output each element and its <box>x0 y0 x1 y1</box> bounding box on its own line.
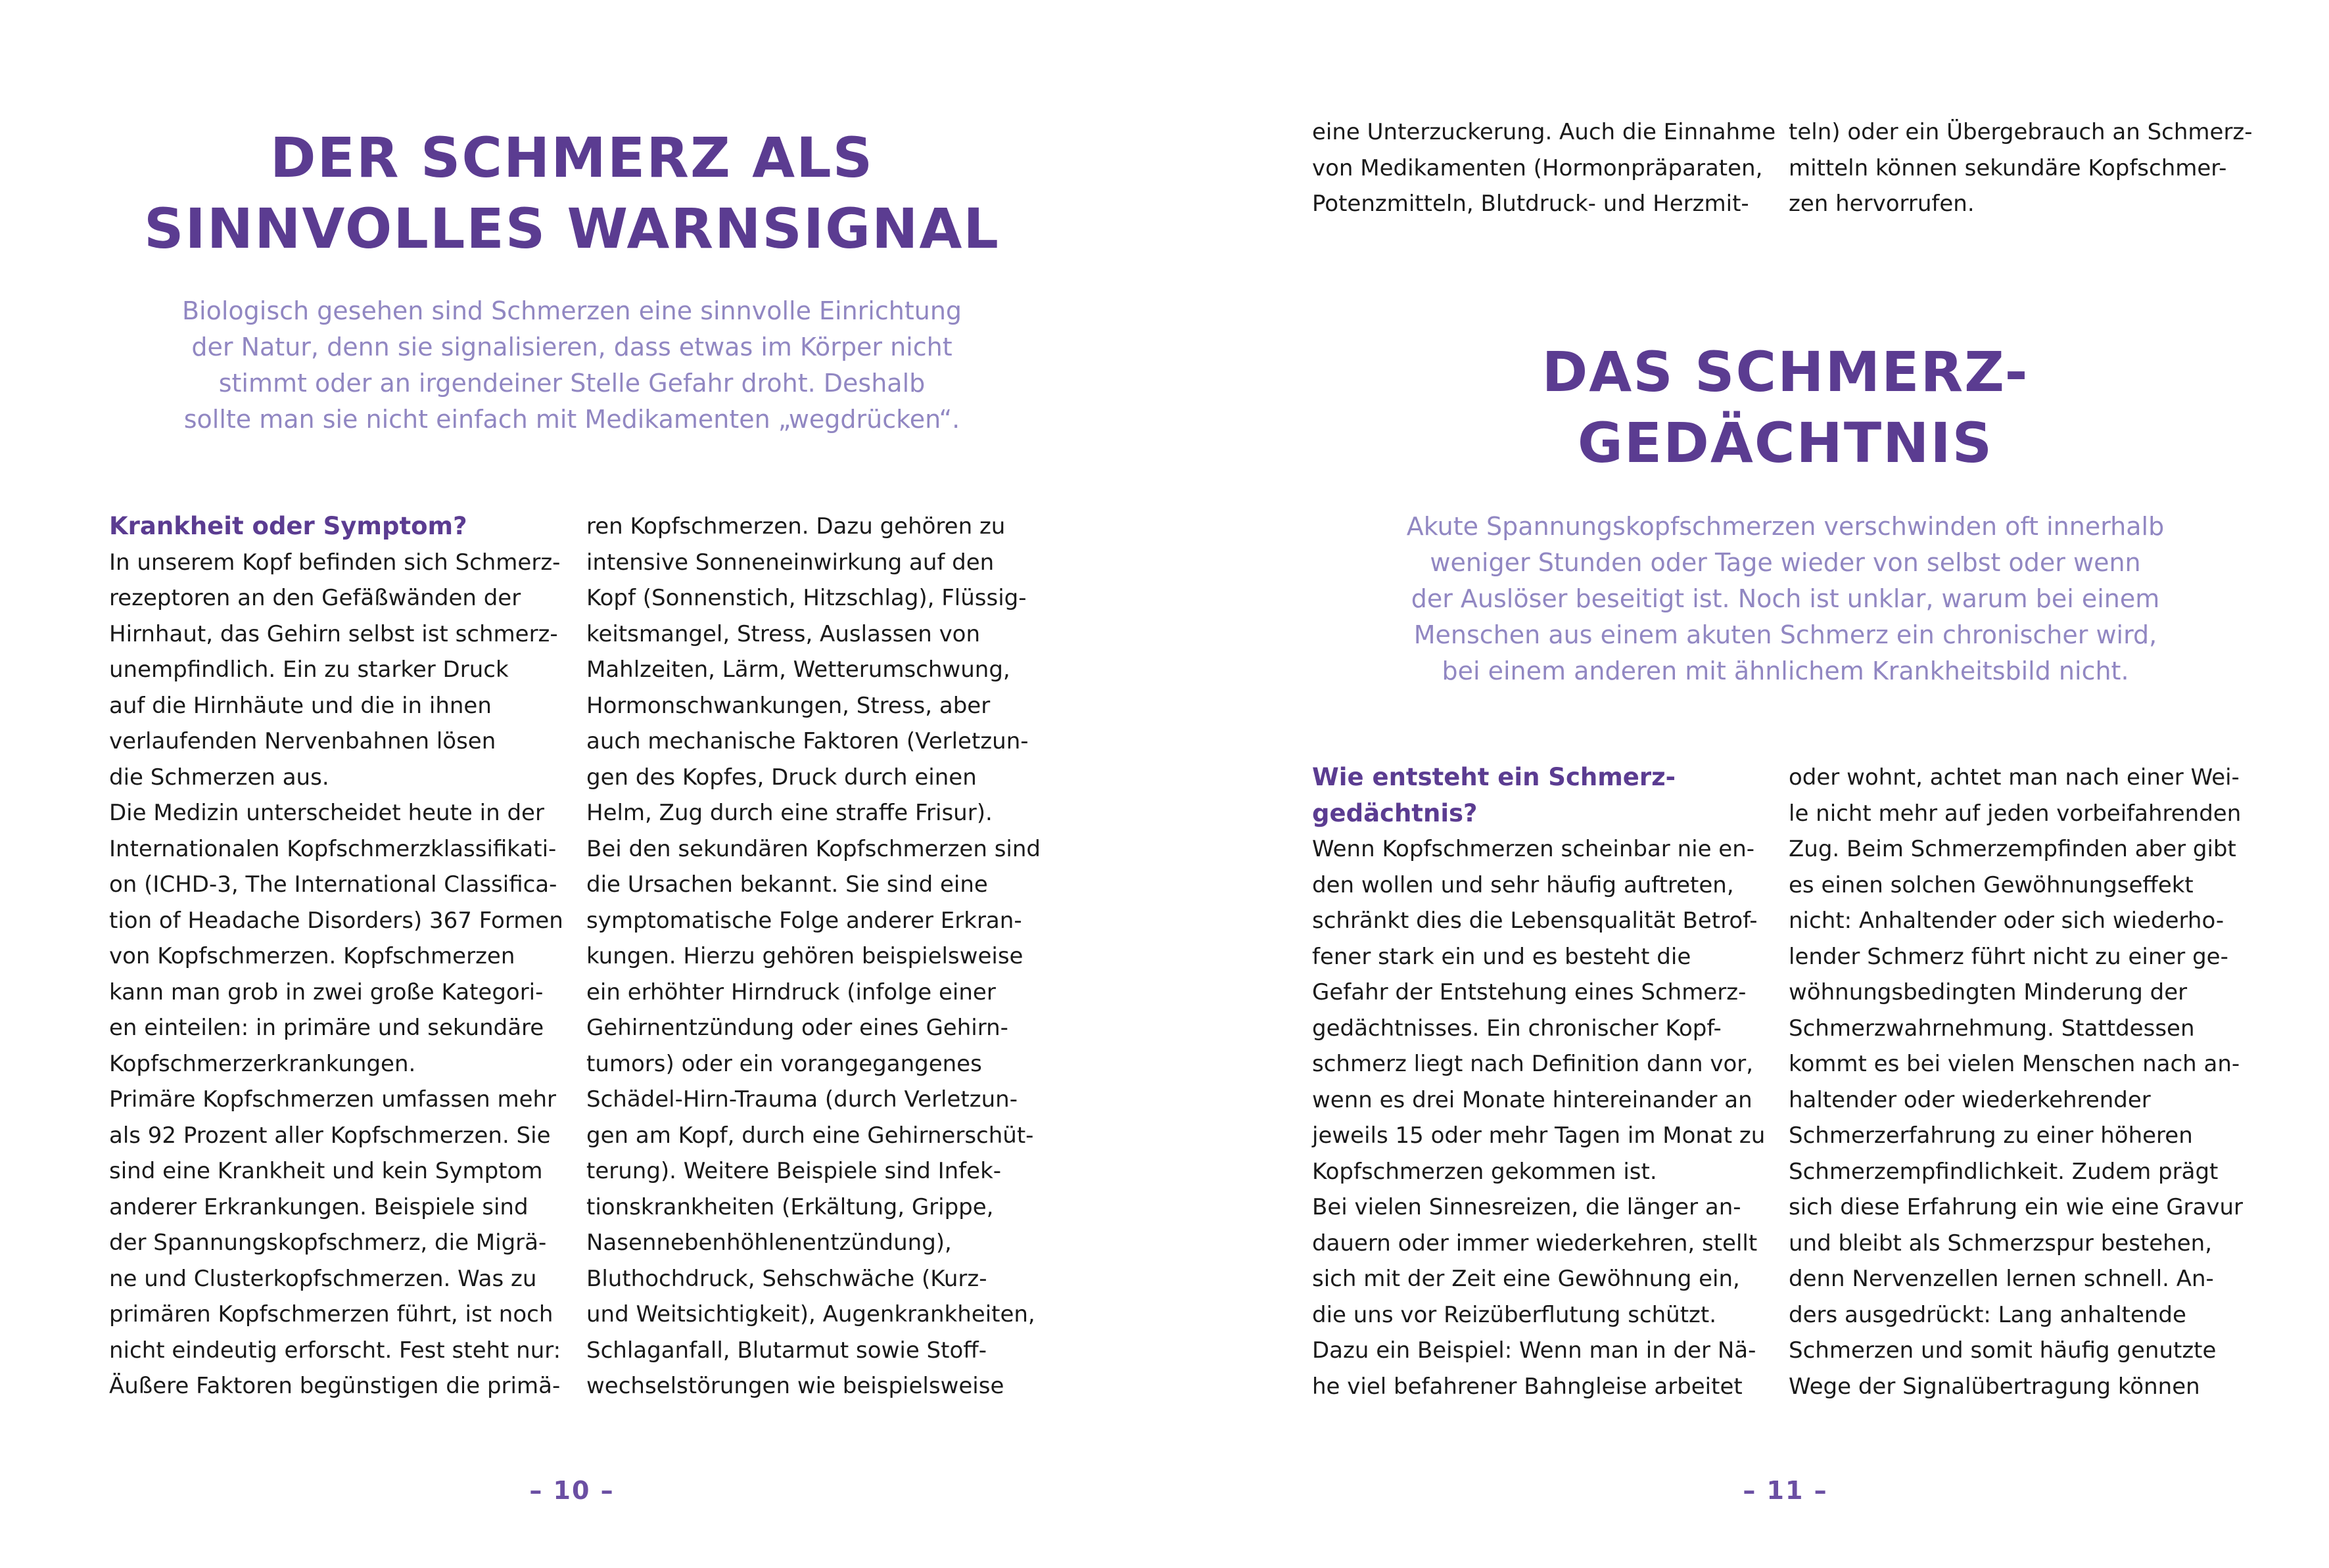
left-page <box>0 0 1164 1568</box>
body-column-1 <box>109 509 563 1404</box>
text-line: Schmerzempfindlichkeit. Zudem prägt <box>1789 1158 2219 1185</box>
text-line: die Ursachen bekannt. Sie sind eine <box>586 871 988 898</box>
page-number: – 10 – <box>529 1476 615 1505</box>
text-line: unempfindlich. Ein zu starker Druck <box>109 657 509 683</box>
text-line: denn Nervenzellen lernen schnell. An- <box>1789 1266 2214 1292</box>
text-line: Bei vielen Sinnesreizen, die länger an- <box>1312 1194 1741 1220</box>
text-line: den wollen und sehr häufig auftreten, <box>1312 871 1734 898</box>
intro-line: Biologisch gesehen sind Schmerzen eine sinnvolle Einrichtung <box>181 296 962 325</box>
text-line: tion of Headache Disorders) 367 Formen <box>109 907 563 934</box>
text-line: sich diese Erfahrung ein wie eine Gravur <box>1789 1194 2244 1220</box>
text-line: eine Unterzuckerung. Auch die Einnahme <box>1312 119 1776 145</box>
text-line: auch mechanische Faktoren (Verletzun- <box>586 728 1029 754</box>
text-line: intensive Sonneneinwirkung auf den <box>586 549 995 576</box>
text-line: Primäre Kopfschmerzen umfassen mehr <box>109 1086 557 1113</box>
text-line: gen am Kopf, durch eine Gehirnerschüt- <box>586 1122 1034 1149</box>
body-text <box>109 545 563 1404</box>
intro-line: weniger Stunden oder Tage wieder von selbst oder wenn <box>1430 548 2141 577</box>
body-text <box>1312 831 1772 1404</box>
top-column-1 <box>1312 114 1776 222</box>
text-line: tumors) oder ein vorangegangenes <box>586 1050 982 1077</box>
text-line: und Weitsichtigkeit), Augenkrankheiten, <box>586 1301 1035 1327</box>
text-line: sind eine Krankheit und kein Symptom <box>109 1158 543 1184</box>
text-line: Schmerzerfahrung zu einer höheren <box>1789 1122 2193 1149</box>
text-line: nicht: Anhaltender oder sich wiederho- <box>1789 908 2224 934</box>
text-line: ein erhöhter Hirndruck (infolge einer <box>586 979 996 1005</box>
text-line: schmerz liegt nach Definition dann vor, <box>1312 1051 1754 1077</box>
title-line: GEDÄCHTNIS <box>1577 411 1994 475</box>
intro-paragraph <box>1296 509 2275 689</box>
text-line: die uns vor Reizüberflutung schützt. <box>1312 1301 1717 1328</box>
intro-paragraph <box>105 293 1039 438</box>
text-line: teln) oder ein Übergebrauch an Schmerz- <box>1789 119 2253 145</box>
page-title <box>105 122 1039 264</box>
text-line: zen hervorrufen. <box>1789 191 1975 217</box>
page-number: – 11 – <box>1743 1476 1828 1505</box>
title-line: DER SCHMERZ ALS <box>270 126 874 190</box>
text-line: terung). Weitere Beispiele sind Infek- <box>586 1158 1002 1184</box>
text-line: der Spannungskopfschmerz, die Migrä- <box>109 1230 547 1256</box>
title-line: SINNVOLLES WARNSIGNAL <box>144 196 1000 261</box>
text-line: auf die Hirnhäute und die in ihnen <box>109 692 492 719</box>
intro-line: sollte man sie nicht einfach mit Medikamenten „wegdrücken“. <box>183 405 960 434</box>
text-line: symptomatische Folge anderer Erkran- <box>586 907 1022 934</box>
intro-line: der Auslöser beseitigt ist. Noch ist unklar, warum bei einem <box>1411 584 2160 613</box>
text-line: Kopfschmerzen gekommen ist. <box>1312 1158 1657 1185</box>
text-line: keitsmangel, Stress, Auslassen von <box>586 620 981 647</box>
text-line: gedächtnisses. Ein chronischer Kopf- <box>1312 1015 1722 1042</box>
intro-line: Akute Spannungskopfschmerzen verschwinden oft innerhalb <box>1406 512 2165 541</box>
text-line: sich mit der Zeit eine Gewöhnung ein, <box>1312 1266 1740 1292</box>
text-line: Schädel-Hirn-Trauma (durch Verletzun- <box>586 1086 1018 1113</box>
heading-line: gedächtnis? <box>1312 798 1478 827</box>
text-line: Die Medizin unterscheidet heute in der <box>109 800 544 826</box>
text-line: en einteilen: in primäre und sekundäre <box>109 1015 544 1041</box>
text-line: kann man grob in zwei große Kategori- <box>109 979 544 1005</box>
title-line: DAS SCHMERZ- <box>1541 340 2029 404</box>
text-line: Internationalen Kopfschmerzklassifikati- <box>109 835 557 862</box>
text-line: und bleibt als Schmerzspur bestehen, <box>1789 1230 2213 1257</box>
text-line: Schmerzwahrnehmung. Stattdessen <box>1789 1015 2195 1042</box>
section-heading <box>1312 760 1772 831</box>
text-line: Wege der Signalübertragung können <box>1789 1373 2200 1400</box>
text-line: die Schmerzen aus. <box>109 764 329 791</box>
body-column-2 <box>1789 760 2262 1404</box>
body-column-2 <box>586 509 1060 1404</box>
text-line: ne und Clusterkopfschmerzen. Was zu <box>109 1265 537 1292</box>
intro-line: stimmt oder an irgendeiner Stelle Gefahr droht. Deshalb <box>218 369 926 398</box>
text-line: Bluthochdruck, Sehschwäche (Kurz- <box>586 1265 987 1292</box>
text-line: ders ausgedrückt: Lang anhaltende <box>1789 1301 2186 1328</box>
text-line: he viel befahrener Bahngleise arbeitet <box>1312 1373 1743 1400</box>
text-line: Nasennebenhöhlenentzündung), <box>586 1230 952 1256</box>
text-line: jeweils 15 oder mehr Tagen im Monat zu <box>1312 1122 1766 1149</box>
text-line: Mahlzeiten, Lärm, Wetterumschwung, <box>586 657 1010 683</box>
text-line: wöhnungsbedingten Minderung der <box>1789 979 2188 1005</box>
text-line: von Kopfschmerzen. Kopfschmerzen <box>109 943 515 969</box>
text-line: Hormonschwankungen, Stress, aber <box>586 692 991 719</box>
text-line: kungen. Hierzu gehören beispielsweise <box>586 943 1023 969</box>
text-line: Hirnhaut, das Gehirn selbst ist schmerz- <box>109 620 558 647</box>
section-title <box>1296 336 2275 478</box>
text-line: ren Kopfschmerzen. Dazu gehören zu <box>586 513 1006 540</box>
text-line: mitteln können sekundäre Kopfschmer- <box>1789 154 2227 181</box>
text-line: Kopfschmerzerkrankungen. <box>109 1050 416 1077</box>
text-line: wechselstörungen wie beispielsweise <box>586 1373 1004 1399</box>
section-heading <box>109 509 563 545</box>
text-line: Dazu ein Beispiel: Wenn man in der Nä- <box>1312 1337 1756 1364</box>
right-page <box>1164 0 2329 1568</box>
text-line: Schlaganfall, Blutarmut sowie Stoff- <box>586 1337 987 1364</box>
text-line: oder wohnt, achtet man nach einer Wei- <box>1789 764 2240 791</box>
text-line: gen des Kopfes, Druck durch einen <box>586 764 977 791</box>
text-line: von Medikamenten (Hormonpräparaten, <box>1312 154 1763 181</box>
text-line: le nicht mehr auf jeden vorbeifahrenden <box>1789 800 2242 827</box>
text-line: fener stark ein und es besteht die <box>1312 943 1691 970</box>
text-line: es einen solchen Gewöhnungseffekt <box>1789 871 2194 898</box>
text-line: Gefahr der Entstehung eines Schmerz- <box>1312 979 1747 1005</box>
text-line: Helm, Zug durch eine straffe Frisur). <box>586 800 993 826</box>
text-line: wenn es drei Monate hintereinander an <box>1312 1086 1753 1113</box>
text-line: als 92 Prozent aller Kopfschmerzen. Sie <box>109 1122 551 1149</box>
text-line: primären Kopfschmerzen führt, ist noch <box>109 1301 553 1327</box>
text-line: schränkt dies die Lebensqualität Betrof- <box>1312 908 1758 934</box>
text-line: Gehirnentzündung oder eines Gehirn- <box>586 1015 1008 1041</box>
text-line: kommt es bei vielen Menschen nach an- <box>1789 1051 2240 1077</box>
text-line: tionskrankheiten (Erkältung, Grippe, <box>586 1193 994 1220</box>
text-line: Zug. Beim Schmerzempfinden aber gibt <box>1789 836 2236 862</box>
text-line: dauern oder immer wiederkehren, stellt <box>1312 1230 1758 1257</box>
text-line: haltender oder wiederkehrender <box>1789 1086 2151 1113</box>
text-line: Äußere Faktoren begünstigen die primä- <box>109 1373 561 1399</box>
text-line: on (ICHD-3, The International Classifica- <box>109 871 557 898</box>
intro-line: Menschen aus einem akuten Schmerz ein chronischer wird, <box>1413 620 2157 649</box>
heading-line: Krankheit oder Symptom? <box>109 512 467 540</box>
text-line: lender Schmerz führt nicht zu einer ge- <box>1789 943 2228 970</box>
text-line: nicht eindeutig erforscht. Fest steht nur: <box>109 1337 561 1364</box>
text-line: Kopf (Sonnenstich, Hitzschlag), Flüssig- <box>586 585 1027 611</box>
text-line: Schmerzen und somit häufig genutzte <box>1789 1337 2217 1364</box>
text-line: rezeptoren an den Gefäßwänden der <box>109 585 521 611</box>
heading-line: Wie entsteht ein Schmerz- <box>1312 763 1676 791</box>
text-line: In unserem Kopf befinden sich Schmerz- <box>109 549 561 576</box>
text-line: anderer Erkrankungen. Beispiele sind <box>109 1193 529 1220</box>
intro-line: bei einem anderen mit ähnlichem Krankheitsbild nicht. <box>1442 657 2129 685</box>
text-line: Potenzmitteln, Blutdruck- und Herzmit- <box>1312 191 1749 217</box>
text-line: verlaufenden Nervenbahnen lösen <box>109 728 496 754</box>
intro-line: der Natur, denn sie signalisieren, dass etwas im Körper nicht <box>191 333 953 361</box>
text-line: Wenn Kopfschmerzen scheinbar nie en- <box>1312 836 1755 862</box>
body-column-1 <box>1312 760 1772 1404</box>
text-line: Bei den sekundären Kopfschmerzen sind <box>586 835 1041 862</box>
top-column-2 <box>1789 114 2262 222</box>
